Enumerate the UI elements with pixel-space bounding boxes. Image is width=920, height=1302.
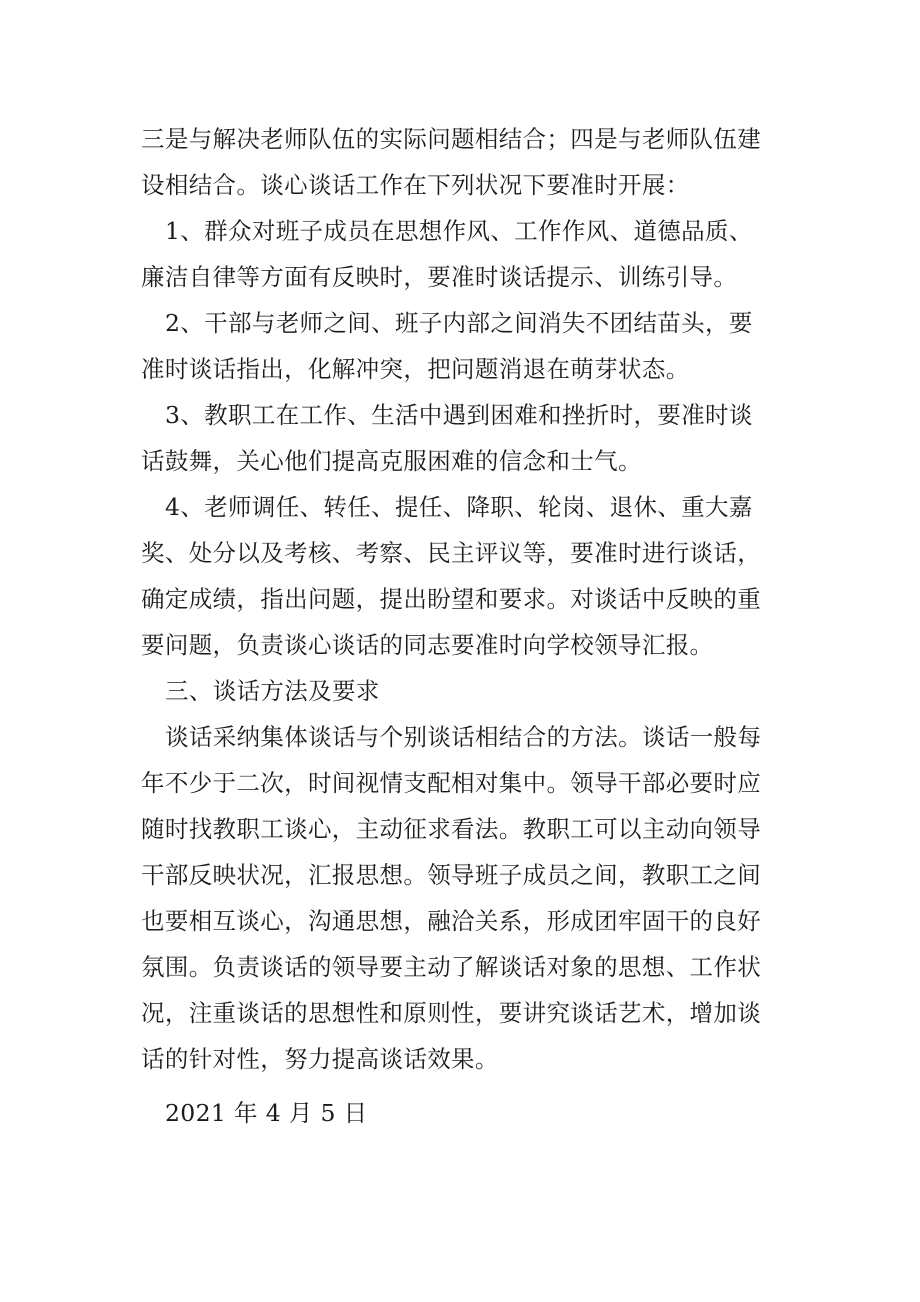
document-body [141,116,791,1136]
paragraph-line: 也要相互谈心，沟通思想，融洽关系，形成团牢固干的良好 [141,907,762,935]
document-date: 2021 年 4 月 5 日 [165,1099,368,1127]
paragraph-line: 随时找教职工谈心，主动征求看法。教职工可以主动向领导 [141,815,762,843]
paragraph-line: 年不少于二次，时间视情支配相对集中。领导干部必要时应 [141,769,762,797]
paragraph-line: 设相结合。谈心谈话工作在下列状况下要准时开展： [141,171,690,199]
list-item-4-line: 确定成绩，指出问题，提出盼望和要求。对谈话中反映的重 [141,585,762,613]
list-item-3-line: 3、教职工在工作、生活中遇到困难和挫折时，要准时谈 [165,401,753,429]
list-item-1-line: 廉洁自律等方面有反映时，要准时谈话提示、训练引导。 [141,263,738,291]
list-item-2-line: 2、干部与老师之间、班子内部之间消失不团结苗头，要 [165,309,753,337]
list-item-1-line: 1、群众对班子成员在思想作风、工作作风、道德品质、 [165,217,753,245]
list-item-2-line: 准时谈话指出，化解冲突，把问题消退在萌芽状态。 [141,355,690,383]
list-item-4-line: 奖、处分以及考核、考察、民主评议等，要准时进行谈话， [141,539,762,567]
paragraph-line: 况，注重谈话的思想性和原则性，要讲究谈话艺术，增加谈 [141,999,762,1027]
paragraph-line: 干部反映状况，汇报思想。领导班子成员之间，教职工之间 [141,861,762,889]
list-item-4-line: 要问题，负责谈心谈话的同志要准时向学校领导汇报。 [141,631,714,659]
paragraph-line: 话的针对性，努力提高谈话效果。 [141,1045,499,1073]
paragraph-line: 谈话采纳集体谈话与个别谈话相结合的方法。谈话一般每 [165,723,762,751]
list-item-3-line: 话鼓舞，关心他们提高克服困难的信念和士气。 [141,447,642,475]
list-item-4-line: 4、老师调任、转任、提任、降职、轮岗、退休、重大嘉 [165,493,753,521]
paragraph-line: 三是与解决老师队伍的实际问题相结合；四是与老师队伍建 [141,125,762,153]
section-heading: 三、谈话方法及要求 [165,677,380,705]
paragraph-line: 氛围。负责谈话的领导要主动了解谈话对象的思想、工作状 [141,953,762,981]
